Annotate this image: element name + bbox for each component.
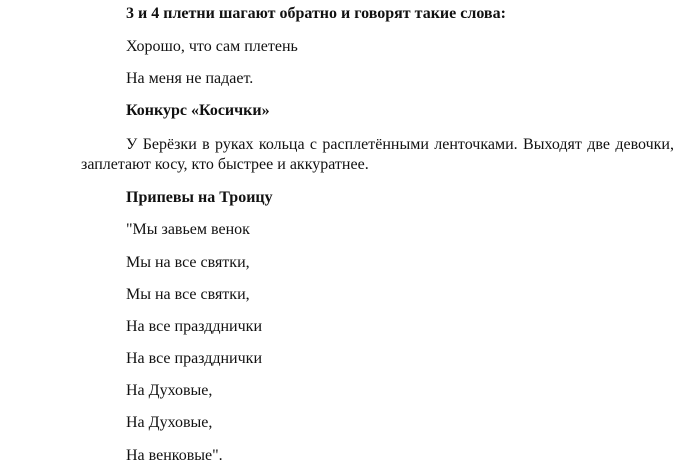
verse-line: На венковые". <box>126 447 223 464</box>
verse-line: Мы на все святки, <box>126 286 250 303</box>
verse-line: На меня не падает. <box>126 70 254 87</box>
verse-line: Хорошо, что сам плетень <box>126 38 298 55</box>
paragraph-beryozka: У Берёзки в руках кольца с расплетёнными ленточками. Выходят две девочки, заплетают косу, кто быстрее и аккуратнее. <box>81 136 674 173</box>
verse-line: Мы на все святки, <box>126 254 250 271</box>
heading-pletni: 3 и 4 плетни шагают обратно и говорят такие слова: <box>126 5 506 22</box>
verse-line: На все праздднички <box>126 350 262 367</box>
verse-line: На все праздднички <box>126 318 262 335</box>
verse-line: "Мы завьем венок <box>126 221 250 238</box>
verse-line: На Духовые, <box>126 414 213 431</box>
heading-konkurs: Конкурс «Косички» <box>126 102 270 119</box>
heading-pripevy: Припевы на Троицу <box>126 189 273 206</box>
verse-line: На Духовые, <box>126 382 213 399</box>
